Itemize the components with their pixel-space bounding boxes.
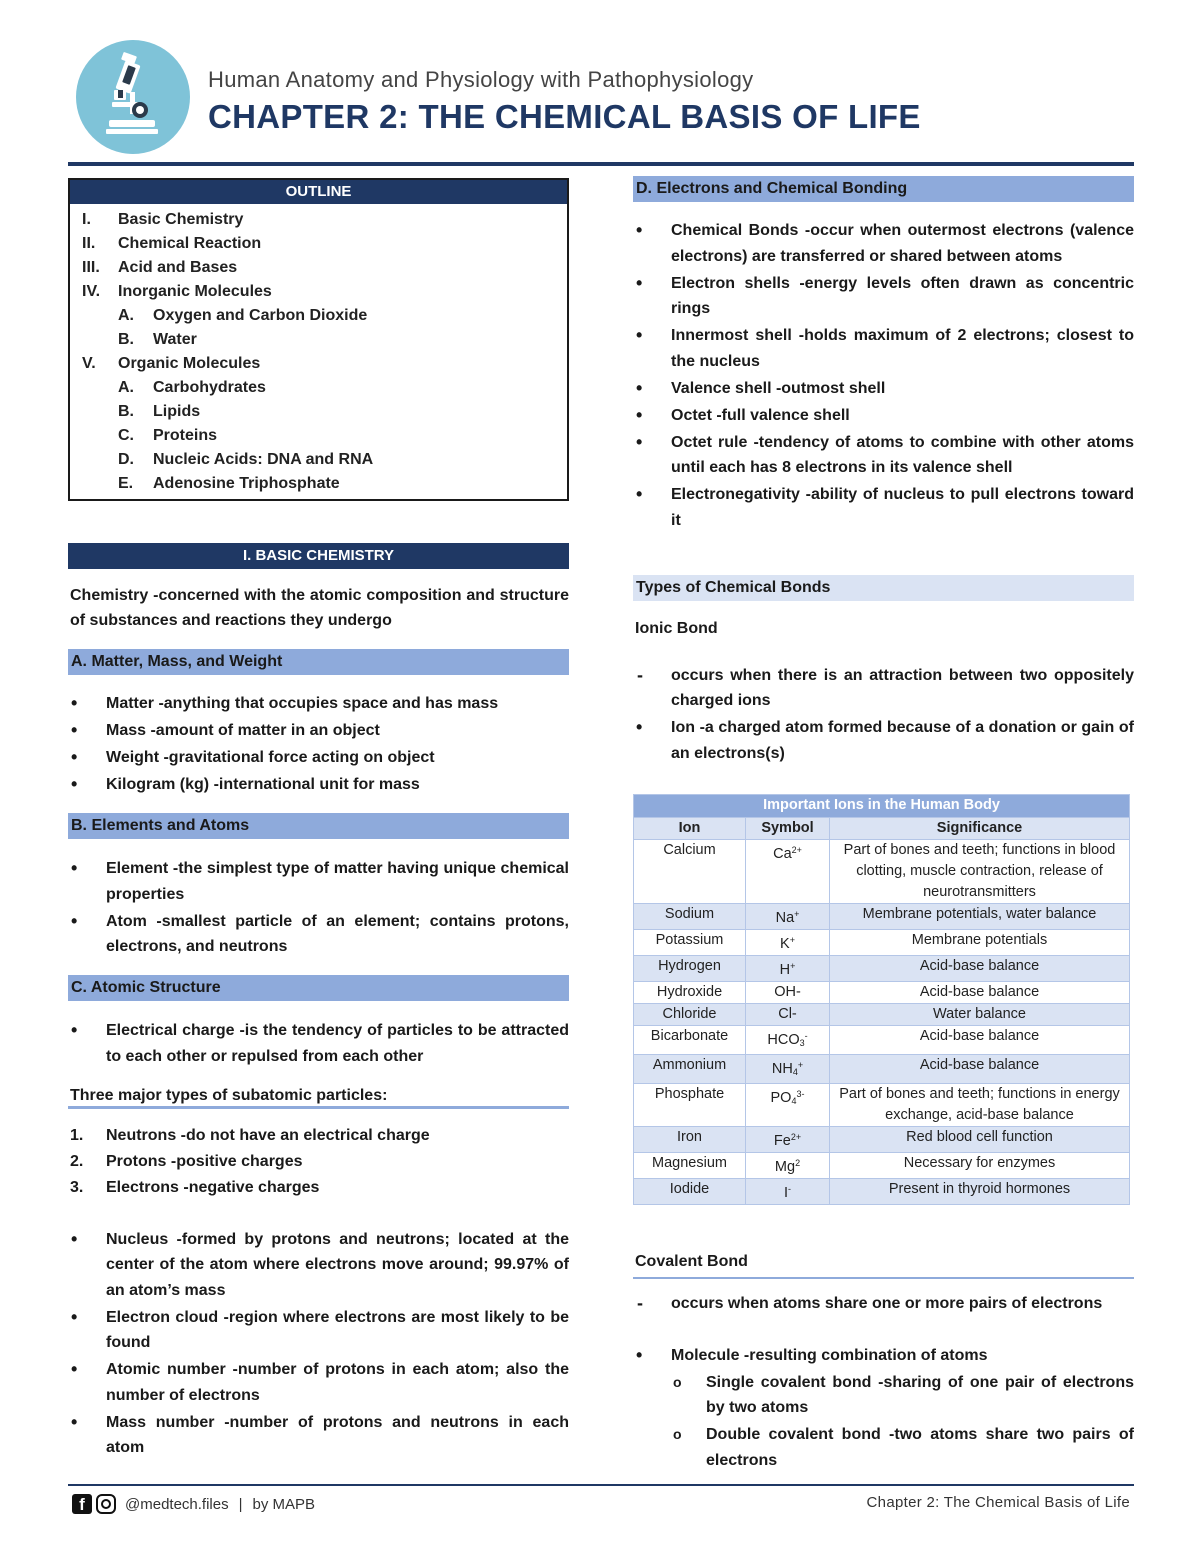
ion-name-cell: Hydrogen	[634, 955, 746, 981]
atom-terms-list	[68, 1227, 569, 1461]
table-row	[634, 1025, 1130, 1054]
table-row	[634, 955, 1130, 981]
ion-symbol-cell: K+	[746, 929, 830, 955]
outline-item: A. Carbohydrates	[118, 379, 266, 396]
ion-name-cell: Calcium	[634, 839, 746, 903]
list-item: • Octet rule -tendency of atoms to combine with other atoms until each has 8 electrons in its valence shell	[633, 430, 1134, 481]
ion-significance-cell: Red blood cell function	[830, 1126, 1130, 1152]
list-item: - occurs when atoms share one or more pairs of electrons	[633, 1291, 1134, 1317]
ion-symbol-cell: Cl-	[746, 1003, 830, 1025]
outline-item: D. Nucleic Acids: DNA and RNA	[118, 451, 374, 468]
author-credit: by MAPB	[252, 1495, 316, 1513]
outline-item: I. Basic Chemistry	[82, 211, 244, 228]
ion-name-cell: Magnesium	[634, 1152, 746, 1178]
list-item: • Mass -amount of matter in an object	[68, 718, 569, 744]
facebook-icon: f	[72, 1494, 92, 1514]
ion-significance-cell: Part of bones and teeth; functions in energy exchange, acid-base balance	[830, 1083, 1130, 1126]
list-item: • Matter -anything that occupies space and has mass	[68, 691, 569, 717]
list-item: • Electron shells -energy levels often drawn as concentric rings	[633, 271, 1134, 322]
table-row	[634, 1083, 1130, 1126]
ion-significance-cell: Acid-base balance	[830, 1054, 1130, 1083]
microscope-icon	[76, 40, 190, 154]
chapter-title: CHAPTER 2: THE CHEMICAL BASIS OF LIFE	[208, 98, 921, 135]
ion-name-cell: Potassium	[634, 929, 746, 955]
ion-symbol-cell: $Ca^{2+}$	[746, 839, 830, 903]
ion-symbol-cell: $NH_4^+$	[746, 1054, 830, 1083]
left-column	[68, 176, 569, 1462]
ion-name-cell: Iron	[634, 1126, 746, 1152]
ion-name-cell: Ammonium	[634, 1054, 746, 1083]
molecule-list	[633, 1343, 1134, 1474]
types-of-bonds-heading: Types of Chemical Bonds	[633, 575, 1134, 601]
subsection-heading-matter: A. Matter, Mass, and Weight	[68, 649, 569, 675]
list-item: o Double covalent bond -two atoms share two pairs of electrons	[633, 1422, 1134, 1473]
list-item: • Nucleus -formed by protons and neutrons; located at the center of the atom where electrons move around; 99.97% of an atom’s mass	[68, 1227, 569, 1304]
elements-list	[68, 856, 569, 960]
table-row	[634, 1126, 1130, 1152]
ion-symbol-cell: $Fe^{2+}$	[746, 1126, 830, 1152]
ion-name-cell: Bicarbonate	[634, 1025, 746, 1054]
list-item: • Mass number -number of protons and neutrons in each atom	[68, 1410, 569, 1461]
table-row	[634, 839, 1130, 903]
subsection-heading-bonding: D. Electrons and Chemical Bonding	[633, 176, 1134, 202]
list-item: • Ion -a charged atom formed because of a donation or gain of an electrons(s)	[633, 715, 1134, 766]
list-item: o Single covalent bond -sharing of one pair of electrons by two atoms	[633, 1370, 1134, 1421]
list-item: • Molecule -resulting combination of atoms	[633, 1343, 1134, 1369]
ion-significance-cell: Part of bones and teeth; functions in blood clotting, muscle contraction, release of neurotransmitters	[830, 839, 1130, 903]
outline-item: A. Oxygen and Carbon Dioxide	[118, 307, 368, 324]
list-item: • Electron cloud -region where electrons are most likely to be found	[68, 1305, 569, 1356]
table-row	[634, 1003, 1130, 1025]
table-row	[634, 903, 1130, 929]
ion-name-cell: Hydroxide	[634, 981, 746, 1003]
section-heading-basic-chemistry: I. BASIC CHEMISTRY	[68, 543, 569, 569]
microscope-logo	[76, 40, 190, 154]
ion-significance-cell: Water balance	[830, 1003, 1130, 1025]
ion-significance-cell: Present in thyroid hormones	[830, 1178, 1130, 1204]
atomic-list	[68, 1018, 569, 1069]
table-body	[634, 839, 1130, 1204]
subatomic-heading: Three major types of subatomic particles:	[68, 1083, 569, 1109]
ion-symbol-cell: $HCO_3^-$	[746, 1025, 830, 1054]
ionic-bond-heading: Ionic Bond	[635, 619, 718, 637]
list-item: • Element -the simplest type of matter having unique chemical properties	[68, 856, 569, 907]
outline-item: B. Lipids	[118, 403, 201, 420]
ion-significance-cell: Necessary for enzymes	[830, 1152, 1130, 1178]
ionic-list	[633, 663, 1134, 767]
ion-symbol-cell: I-	[746, 1178, 830, 1204]
ion-symbol-cell: OH-	[746, 981, 830, 1003]
list-item: 2. Protons -positive charges	[70, 1152, 303, 1170]
bonding-list	[633, 218, 1134, 533]
matter-list	[68, 691, 569, 798]
ions-table	[633, 794, 1130, 1205]
ion-significance-cell: Membrane potentials, water balance	[830, 903, 1130, 929]
list-item: • Atomic number -number of protons in each atom; also the number of electrons	[68, 1357, 569, 1408]
list-item: • Innermost shell -holds maximum of 2 electrons; closest to the nucleus	[633, 323, 1134, 374]
table-row	[634, 981, 1130, 1003]
subsection-heading-elements: B. Elements and Atoms	[68, 813, 569, 839]
column-header: Symbol	[746, 817, 830, 839]
ion-name-cell: Iodide	[634, 1178, 746, 1204]
ion-significance-cell: Acid-base balance	[830, 981, 1130, 1003]
ion-name-cell: Chloride	[634, 1003, 746, 1025]
ion-symbol-cell: H+	[746, 955, 830, 981]
social-handle: @medtech.files	[125, 1495, 229, 1513]
header-divider	[68, 162, 1134, 166]
list-item: • Weight -gravitational force acting on object	[68, 745, 569, 771]
list-item: 3. Electrons -negative charges	[70, 1178, 320, 1196]
outline-item: II. Chemical Reaction	[82, 235, 262, 252]
list-item: • Valence shell -outmost shell	[633, 376, 1134, 402]
ion-name-cell: Phosphate	[634, 1083, 746, 1126]
list-item: 1. Neutrons -do not have an electrical charge	[70, 1126, 430, 1144]
outline-item: B. Water	[118, 331, 197, 348]
ion-symbol-cell: Na+	[746, 903, 830, 929]
footer-divider	[68, 1484, 1134, 1486]
ion-symbol-cell: $PO_4^{3-}$	[746, 1083, 830, 1126]
column-header: Significance	[830, 817, 1130, 839]
footer-chapter-label: Chapter 2: The Chemical Basis of Life	[866, 1494, 1130, 1511]
outline-heading: OUTLINE	[70, 180, 567, 204]
ion-significance-cell: Acid-base balance	[830, 955, 1130, 981]
outline-item: E. Adenosine Triphosphate	[118, 475, 340, 492]
covalent-bond-heading: Covalent Bond	[633, 1249, 1134, 1279]
table-row	[634, 1054, 1130, 1083]
table-row	[634, 1178, 1130, 1204]
column-header: Ion	[634, 817, 746, 839]
ion-significance-cell: Acid-base balance	[830, 1025, 1130, 1054]
subsection-heading-atomic-structure: C. Atomic Structure	[68, 975, 569, 1001]
table-row	[634, 929, 1130, 955]
outline-item: III. Acid and Bases	[82, 259, 238, 276]
table-caption: Important Ions in the Human Body	[634, 794, 1130, 817]
footer-credits	[72, 1494, 315, 1514]
outline-box	[68, 178, 569, 501]
chemistry-definition: Chemistry -concerned with the atomic composition and structure of substances and reactions they undergo	[70, 587, 569, 629]
ion-name-cell: Sodium	[634, 903, 746, 929]
list-item: • Atom -smallest particle of an element; contains protons, electrons, and neutrons	[68, 909, 569, 960]
outline-list	[70, 204, 567, 499]
list-item: • Electrical charge -is the tendency of particles to be attracted to each other or repulsed from each other	[68, 1018, 569, 1069]
ion-significance-cell: Membrane potentials	[830, 929, 1130, 955]
footer-separator: |	[238, 1495, 243, 1513]
subatomic-list	[68, 1123, 569, 1201]
outline-item: C. Proteins	[118, 427, 218, 444]
list-item: - occurs when there is an attraction between two oppositely charged ions	[633, 663, 1134, 714]
covalent-list	[633, 1291, 1134, 1317]
instagram-icon	[96, 1494, 116, 1514]
outline-item: V. Organic Molecules	[82, 355, 261, 372]
list-item: • Octet -full valence shell	[633, 403, 1134, 429]
list-item: • Kilogram (kg) -international unit for mass	[68, 772, 569, 798]
list-item: • Electronegativity -ability of nucleus to pull electrons toward it	[633, 482, 1134, 533]
list-item: • Chemical Bonds -occur when outermost electrons (valence electrons) are transferred or shared between atoms	[633, 218, 1134, 269]
table-row	[634, 1152, 1130, 1178]
book-subtitle: Human Anatomy and Physiology with Pathophysiology	[208, 67, 754, 92]
outline-item: IV. Inorganic Molecules	[82, 283, 272, 300]
right-column	[633, 176, 1134, 1475]
ion-symbol-cell: Mg$^2$	[746, 1152, 830, 1178]
